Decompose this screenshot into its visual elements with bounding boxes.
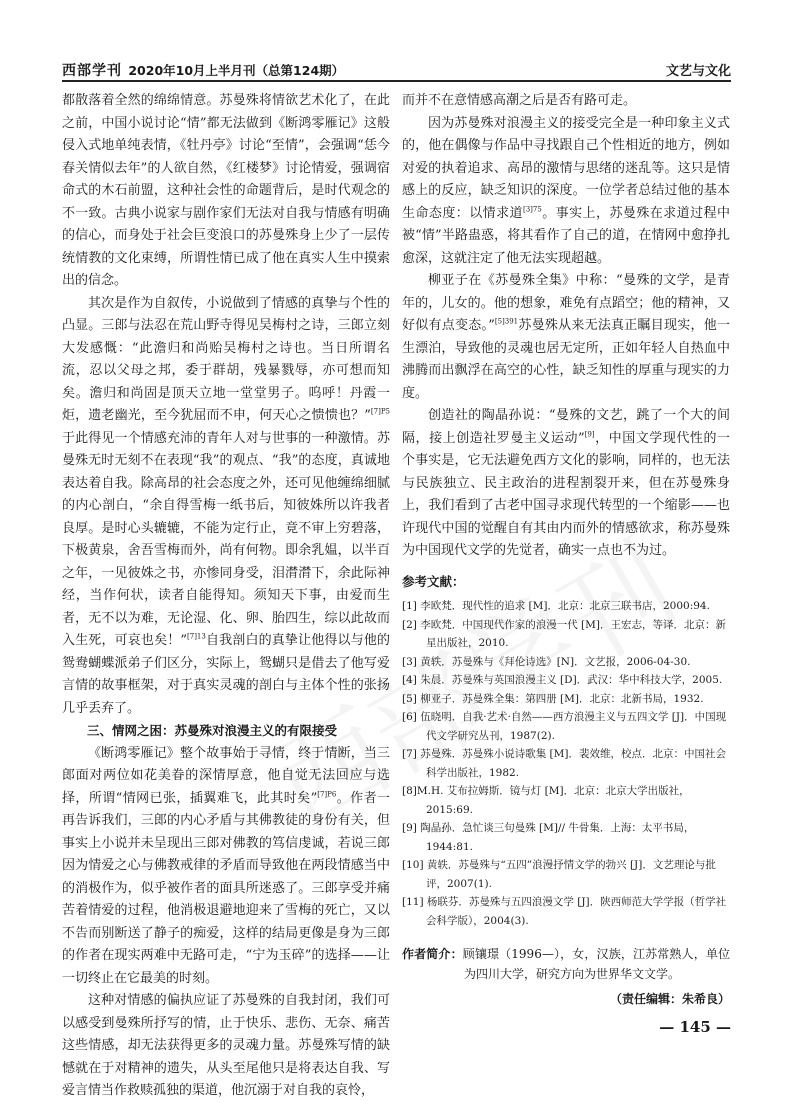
paragraph: 这种对情感的偏执应证了苏曼殊的自我封闭，我们可以感受到曼殊所抒写的情，止于快乐、悲伤、无奈、痛苦这些情感，却无法获得更多的灵魂力量。苏曼殊写情的缺憾就在于对精神的遗失，从头至尾他只是将表达自我、写爱言情当作救赎孤独的渠道，他沉溺于对自我的哀怜， (62, 993, 390, 1098)
paragraph: 因为苏曼殊对浪漫主义的接受完全是一种印象主义式的，他在偶像与作品中寻找跟自己个性相近的地方，例如对爱的执着追求、高昂的激情与思绪的迷乱等。这只是情感上的反应，缺乏知识的深度。一位学者总结过他的基本生命态度：以情求道$^{[3]75}$。事实上，苏曼殊在求道过程中被“情”半路蛊惑，将其看作了自己的道，在情网中愈挣扎愈深，这就注定了他无法实现超越。 (402, 115, 730, 266)
paragraph: 其次是作为自叙传，小说做到了情感的真挚与个性的凸显。三郎与法忍在荒山野寺得见吴梅村之诗，三郎立刻大发感慨：“此澹归和尚贻吴梅村之诗也。当日所谓名流，忍以父母之邦，委于群胡，残暴戮辱，亦可想而知矣。澹归和尚固是顶天立地一堂堂男子。呜呼！丹霞一炬，遗老幽光，至今犹屈而不申，何天心之愦愦也？”$^{[7]P5}$于此得见一个情感充沛的青年人对与世事的一种激情。苏曼殊无时无刻不在表现“我”的观点、“我”的态度，真诚地表达着自我。除高昂的社会态度之外，还可见他缠绵细腻的内心剖白，“余自得雪梅一纸书后，知彼姝所以许我者良厚。是时心头辘辘，不能为定行止，竟不审上穷碧落，下极黄泉，舍吾雪梅而外，尚有何物。即余乳媪，以半百之年，一见彼姝之书，亦惨同身受，泪潸潸下，余此际神经，当作何状，读者自能得知。须知天下事，由爱而生者，无不以为难，无论湿、化、卵、胎四生，综以此故而入生死，可哀也矣！”$^{[7]13}$自我剖白的真挚让他得以与他的鸳鸯蝴蝶派弟子们区分，实际上，鸳蝴只是借去了他写爱言情的故事框架，对于真实灵魂的剖白与主体个性的张扬几乎丢弃了。 (62, 295, 390, 716)
citation: [7]13 (187, 632, 206, 641)
journal-name: 西部学刊 (62, 63, 122, 79)
issue-info: 2020年10月上半月刊（总第124期） (128, 63, 345, 78)
citation: [5]391 (494, 317, 519, 326)
paragraph: 而并不在意情感高潮之后是否有路可走。 (402, 93, 637, 108)
editor-credit: （责任编辑：朱希良） (609, 992, 730, 1006)
reference-item: [10] 黄轶．苏曼殊与“五四”浪漫抒情文学的勃兴 [J]．文艺理论与批评，2007(1). (402, 859, 716, 890)
reference-item: [2] 李欧梵．中国现代作家的浪漫一代 [M]．王宏志，等译．北京：新星出版社，2010. (402, 618, 726, 649)
reference-item: [1] 李欧梵．现代性的追求 [M]．北京：北京三联书店，2000:94. (402, 600, 710, 612)
citation: [9] (584, 430, 595, 439)
section-heading: 三、情网之困：苏曼殊对浪漫主义的有限接受 (87, 723, 338, 738)
page-number: — 145 — (659, 1018, 731, 1036)
reference-item: [8]M.H. 艾布拉姆斯．镜与灯 [M]．北京：北京大学出版社，2015:69. (402, 785, 690, 816)
citation: [3]75 (522, 205, 542, 214)
paragraph: 都散落着全然的绵绵情意。苏曼殊将情欲艺术化了，在此之前，中国小说讨论“情”都无法做到《断鸿零雁记》这般侵入式地单纯表情，《牡丹亭》讨论“至情”，会强调“恁今春关情似去年”的人欲自然，《红楼梦》讨论情爱，强调宿命式的木石前盟，这种社会性的命题背后，是时代观念的不一致。古典小说家与剧作家们无法对自我与情感有明确的信心，而身处于社会巨变浪口的苏曼殊身上少了一层传统情教的文化束缚，所谓性情已成了他在真实人生中摸索出的信念。 (62, 93, 390, 288)
paragraph: 柳亚子在《苏曼殊全集》中称：“曼殊的文学，是青年的，儿女的。他的想象，难免有点蹈空；他的精神，又好似有点变态。”$^{[5]391}$苏曼殊从来无法真正瞩目现实，他一生漂泊，导致他的灵魂也居无定所，正如年轻人自热血中沸腾而出飘浮在高空的心性，缺乏知性的厚重与现实的力度。 (402, 273, 730, 401)
author-label: 作者简介： (402, 947, 463, 961)
reference-item: [3] 黄轶．苏曼殊与《拜伦诗选》[N]．文艺报，2006-04-30. (402, 655, 691, 668)
header-divider (62, 80, 731, 82)
reference-item: [9] 陶晶孙．急忙谈三句曼殊 [M]// 牛骨集．上海：太平书局，1944:81. (402, 822, 695, 853)
page-header (62, 60, 731, 82)
left-column (62, 90, 390, 1103)
journal-issue-line (62, 60, 344, 80)
reference-item: [4] 朱晨．苏曼殊与英国浪漫主义 [D]．武汉：华中科技大学，2005. (402, 674, 723, 686)
reference-item: [6] 伍晓明．自我·艺术·自然——西方浪漫主义与五四文学 [J]．中国现代文学研究丛刊，1987(2). (402, 711, 727, 742)
author-bio: 作者简介：顾镶璟（1996—），女，汉族，江苏常熟人，单位为四川大学，研究方向为世界华文文学。 (402, 947, 730, 981)
citation: [7]P6 (317, 790, 337, 799)
paragraph: 《断鸿零雁记》整个故事始于寻情，终于情断，当三郎面对两位如花美眷的深情厚意，他自觉无法回应与选择，所谓“情网已张，插翼难飞，此其时矣”$^{[7]P6}$。作者一再告诉我们，三郎的内心矛盾与其佛教徒的身份有关，但事实上小说并未呈现出三郎对佛教的笃信虔诚，若说三郎因为情爱之心与佛教戒律的矛盾而导致他在两段情感当中的消极作为，似乎被作者的面具所迷惑了。三郎享受并痛苦着情爱的过程，他消极退避地迎来了雪梅的死亡，又以不告而别断送了静子的痴爱，这样的结局更像是身为三郎的作者在现实两难中无路可走，“宁为玉碎”的选择——让一切终止在它最美的时刻。 (62, 745, 390, 986)
section-title: 文艺与文化 (665, 64, 731, 79)
paragraph: 创造社的陶晶孙说：“曼殊的文艺，跳了一个大的间隔，接上创造社罗曼主义运动”[9]，中国文学现代性的一个事实是，它无法避免西方文化的影响，同样的，也无法与民族独立、民主政治的进程割裂开来，但在苏曼殊身上，我们看到了古老中国寻求现代转型的一个缩影——也许现代中国的觉醒自有其由内而外的情感欲求，称苏曼殊为中国现代文学的先觉者，确实一点也不为过。 (402, 408, 730, 558)
reference-item: [7] 苏曼殊．苏曼殊小说诗歌集 [M]．裴效维，校点．北京：中国社会科学出版社，1982. (402, 748, 726, 779)
reference-item: [11] 杨联芬．苏曼殊与五四浪漫文学 [J]．陕西师范大学学报（哲学社会科学版），2004(3). (402, 896, 727, 927)
references-heading: 参考文献： (402, 573, 465, 589)
references-list (402, 597, 730, 930)
reference-item: [5] 柳亚子．苏曼殊全集：第四册 [M]．北京：北新书局，1932. (402, 692, 704, 705)
citation: [7]P5 (370, 407, 390, 416)
right-column (402, 90, 730, 1011)
